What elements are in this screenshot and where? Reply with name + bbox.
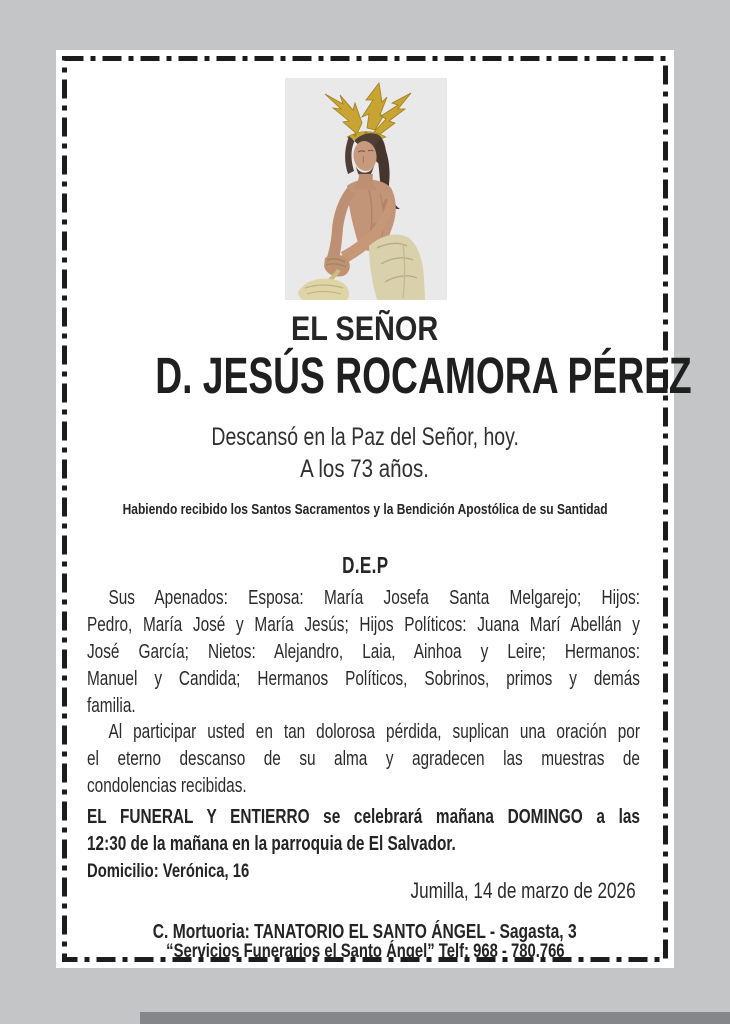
rip-abbreviation: D.E.P (341, 552, 389, 578)
text-line: familia. (87, 695, 136, 717)
text-line: Pedro, María José y María Jesús; Hijos Políticos: Juana Marí Abellán y (87, 614, 640, 636)
mortuary-line-2: “Servicios Funerarios el Santo Ángel” Telf: 968 - 780.766 (165, 941, 565, 962)
place-date-line: Jumilla, 14 de marzo de 2026 (410, 878, 636, 903)
header-el-senor: EL SEÑOR (291, 310, 439, 348)
mortuary-line-1: C. Mortuoria: TANATORIO EL SANTO ÁNGEL - Sagasta, 3 (153, 921, 577, 943)
text-line: Sus Apenados: Esposa: María Josefa Santa Melgarejo; Hijos: (108, 587, 640, 609)
deceased-name: D. JESÚS ROCAMORA PÉREZ (155, 347, 692, 404)
text-line: 12:30 de la mañana en la parroquia de El Salvador. (87, 833, 456, 855)
obituary-card (56, 50, 692, 968)
condolence-paragraph (87, 719, 640, 800)
text-line: condolencias recibidas. (87, 775, 247, 797)
address-line: Domicilio: Verónica, 16 (87, 861, 250, 882)
age-line: A los 73 años. (300, 455, 430, 483)
bottom-gray-bar (140, 1012, 730, 1024)
funeral-announcement (87, 804, 640, 858)
text-line: Manuel y Candida; Hermanos Políticos, Sobrinos, primos y demás (87, 668, 640, 690)
text-line: el eterno descanso de su alma y agradecen las muestras de (87, 748, 640, 770)
family-paragraph (87, 585, 640, 720)
text-line: Al participar usted en tan dolorosa pérdida, suplican una oración por (108, 721, 640, 743)
death-line: Descansó en la Paz del Señor, hoy. (211, 423, 519, 451)
text-line: José García; Nietos: Alejandro, Laia, Ainhoa y Leire; Hermanos: (87, 641, 640, 663)
text-line: EL FUNERAL Y ENTIERRO se celebrará mañana DOMINGO a las (87, 806, 640, 828)
christ-statue-image (285, 78, 447, 300)
sacraments-line: Habiendo recibido los Santos Sacramentos y la Bendición Apostólica de su Santidad (122, 501, 608, 518)
